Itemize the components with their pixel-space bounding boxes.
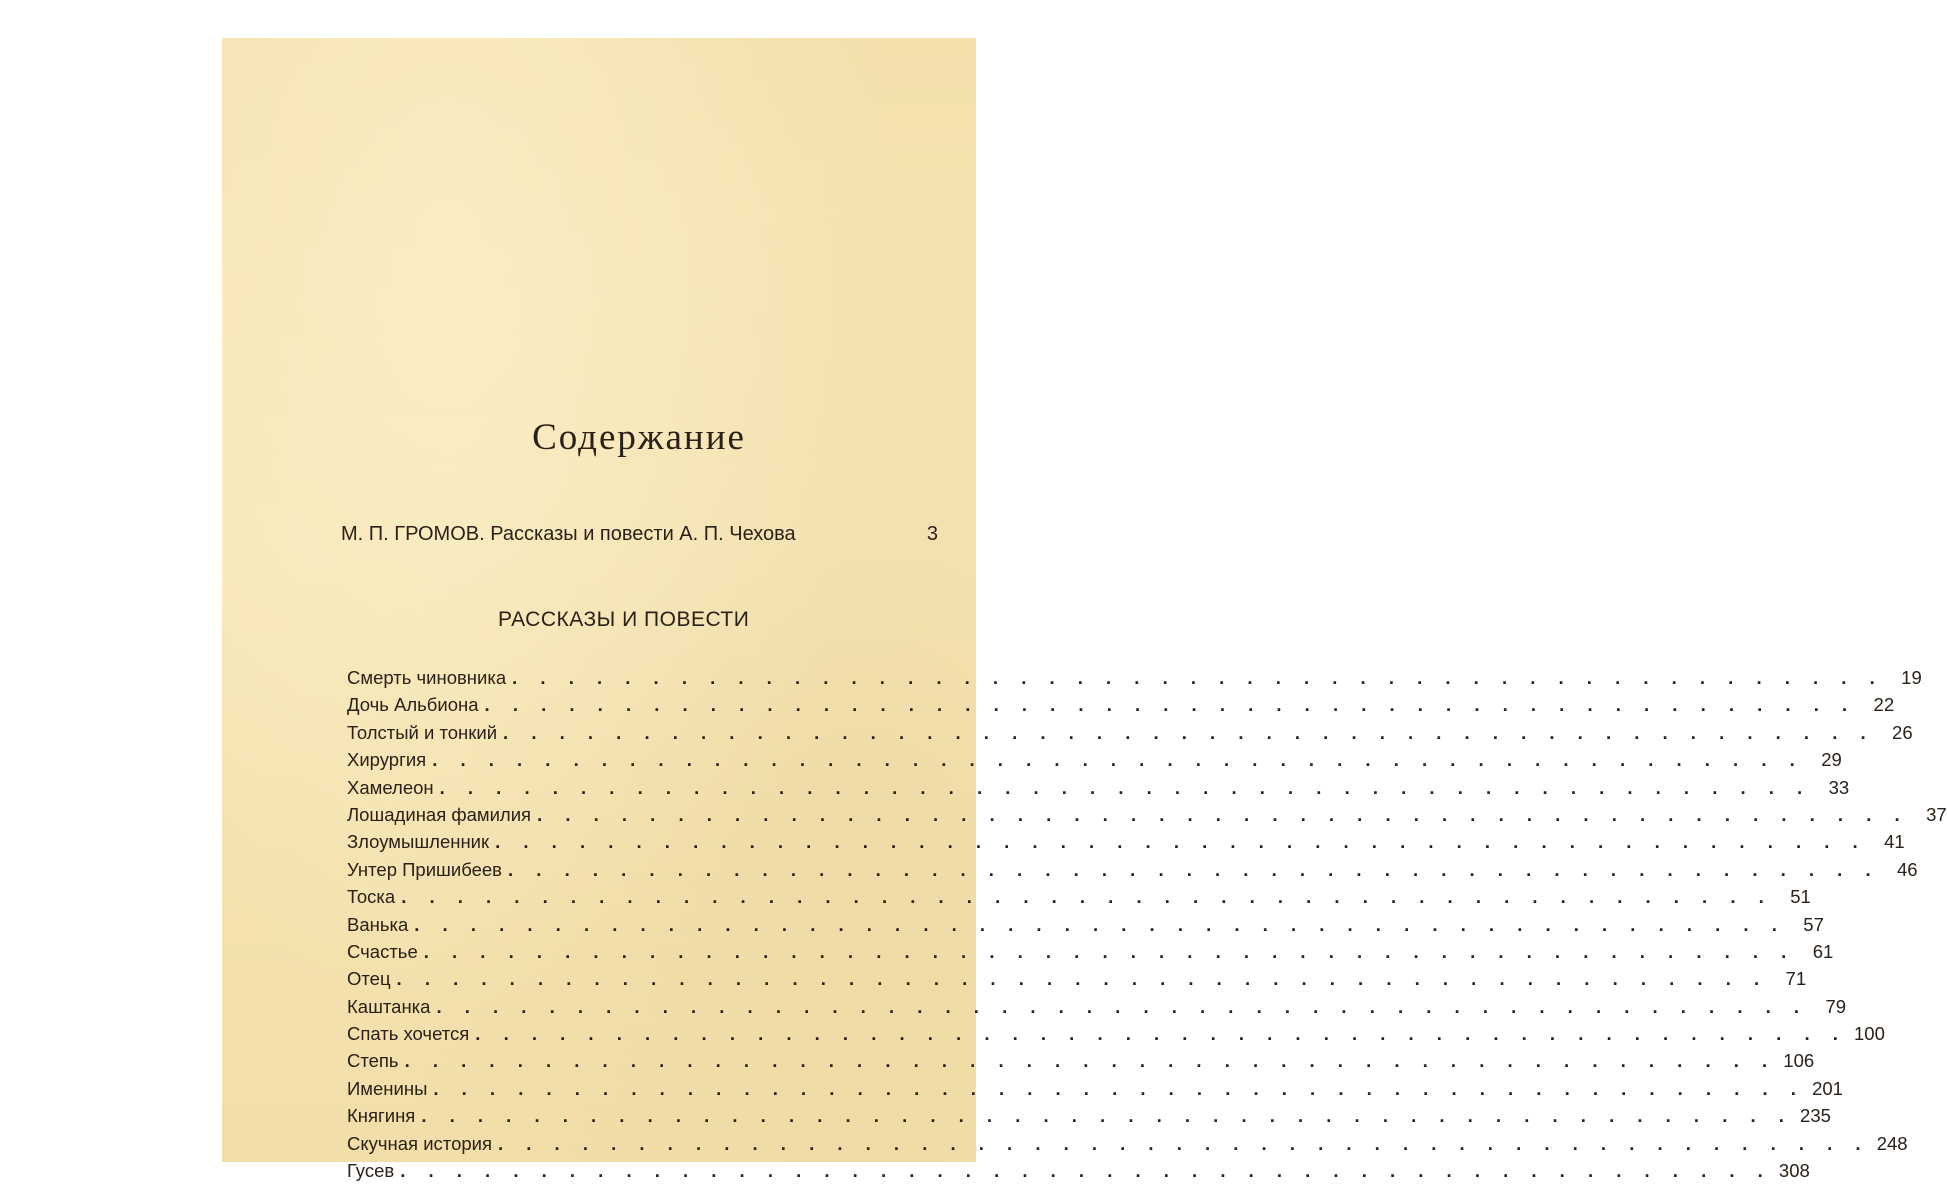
book-page: [222, 38, 1947, 1182]
toc-entry-page: 106: [1783, 1050, 1815, 1072]
leader-dots: [498, 1130, 1870, 1157]
toc-entry-title: Унтер Пришибеев: [347, 858, 503, 880]
toc-entry: [347, 828, 1905, 855]
toc-entry-title: Спать хочется: [347, 1023, 470, 1045]
toc-entry-page: 46: [1897, 858, 1918, 880]
leader-dots: [400, 1157, 1772, 1184]
leader-dots: [512, 664, 1884, 691]
leader-dots: [405, 1047, 1777, 1074]
leader-dots: [508, 856, 1880, 883]
intro-entry-page: 3: [926, 523, 938, 545]
toc-entry: [347, 691, 1895, 718]
toc-entry-title: Ванька: [347, 913, 409, 935]
toc-entry-page: 100: [1854, 1023, 1885, 1045]
toc-entry-page: 71: [1785, 968, 1807, 990]
section-heading: РАССКАЗЫ И ПОВЕСТИ: [498, 608, 750, 631]
toc-entry: [347, 856, 1918, 883]
toc-entry-title: Каштанка: [347, 995, 431, 1017]
toc-entry-title: Отец: [347, 968, 391, 990]
page-title: Содержание: [532, 417, 746, 458]
toc-entry: [347, 1020, 1885, 1047]
intro-entry-title: М. П. ГРОМОВ. Рассказы и повести А. П. Чехова: [341, 523, 796, 545]
toc-entry-page: 235: [1800, 1105, 1831, 1127]
toc-entry-title: Хамелеон: [347, 776, 434, 798]
toc-entry-page: 61: [1812, 940, 1834, 962]
toc-entry-page: 29: [1821, 749, 1842, 771]
toc-entry: [347, 1075, 1843, 1102]
table-of-contents: [347, 664, 1947, 1184]
toc-entry-title: Степь: [347, 1050, 399, 1072]
leader-dots: [537, 801, 1909, 828]
toc-entry: [347, 1047, 1815, 1074]
toc-entry-title: Счастье: [347, 940, 418, 962]
toc-entry-title: Скучная история: [347, 1132, 492, 1154]
toc-entry-page: 37: [1926, 803, 1947, 825]
toc-entry: [347, 1130, 1908, 1157]
toc-entry-title: Лошадиная фамилия: [347, 803, 532, 825]
toc-entry-page: 79: [1825, 995, 1847, 1017]
toc-entry: [347, 993, 1847, 1020]
toc-entry-title: Смерть чиновника: [347, 667, 507, 688]
leader-dots: [475, 1020, 1847, 1047]
leader-dots: [503, 719, 1875, 746]
toc-entry: [347, 1102, 1831, 1129]
leader-dots: [485, 691, 1857, 718]
toc-entry: [347, 883, 1811, 910]
toc-entry-title: Тоска: [347, 886, 396, 908]
toc-entry-page: 26: [1892, 721, 1913, 743]
toc-entry-page: 201: [1812, 1077, 1843, 1099]
leader-dots: [436, 993, 1808, 1020]
toc-entry-page: 248: [1876, 1132, 1908, 1154]
leader-dots: [421, 1102, 1793, 1129]
toc-entry-title: Княгиня: [347, 1105, 416, 1127]
toc-entry-page: 19: [1901, 667, 1922, 688]
leader-dots: [433, 1075, 1805, 1102]
toc-entry-page: 308: [1778, 1160, 1810, 1182]
toc-entry: [347, 965, 1807, 992]
toc-entry: [347, 911, 1824, 938]
toc-entry-title: Гусев: [347, 1160, 395, 1182]
toc-entry-title: Именины: [347, 1077, 428, 1099]
toc-entry-page: 33: [1828, 776, 1850, 798]
leader-dots: [495, 828, 1867, 855]
toc-entry: [347, 746, 1842, 773]
toc-entry-title: Хирургия: [347, 749, 427, 771]
toc-entry-page: 57: [1803, 913, 1824, 935]
leader-dots: [401, 883, 1773, 910]
leader-dots: [414, 911, 1786, 938]
toc-entry-title: Злоумышленник: [347, 831, 490, 853]
toc-entry: [347, 1157, 1810, 1184]
toc-entry-page: 41: [1884, 831, 1905, 853]
toc-entry: [347, 774, 1850, 801]
toc-entry-page: 22: [1873, 694, 1895, 716]
leader-dots: [440, 774, 1812, 801]
toc-entry: [347, 719, 1913, 746]
toc-entry: [347, 801, 1947, 828]
toc-entry-title: Толстый и тонкий: [347, 721, 498, 743]
toc-entry: [347, 938, 1834, 965]
leader-dots: [424, 938, 1796, 965]
toc-entry-title: Дочь Альбиона: [347, 694, 479, 716]
leader-dots: [432, 746, 1804, 773]
leader-dots: [397, 965, 1769, 992]
toc-entry-page: 51: [1790, 886, 1811, 908]
toc-entry: [347, 664, 1922, 691]
